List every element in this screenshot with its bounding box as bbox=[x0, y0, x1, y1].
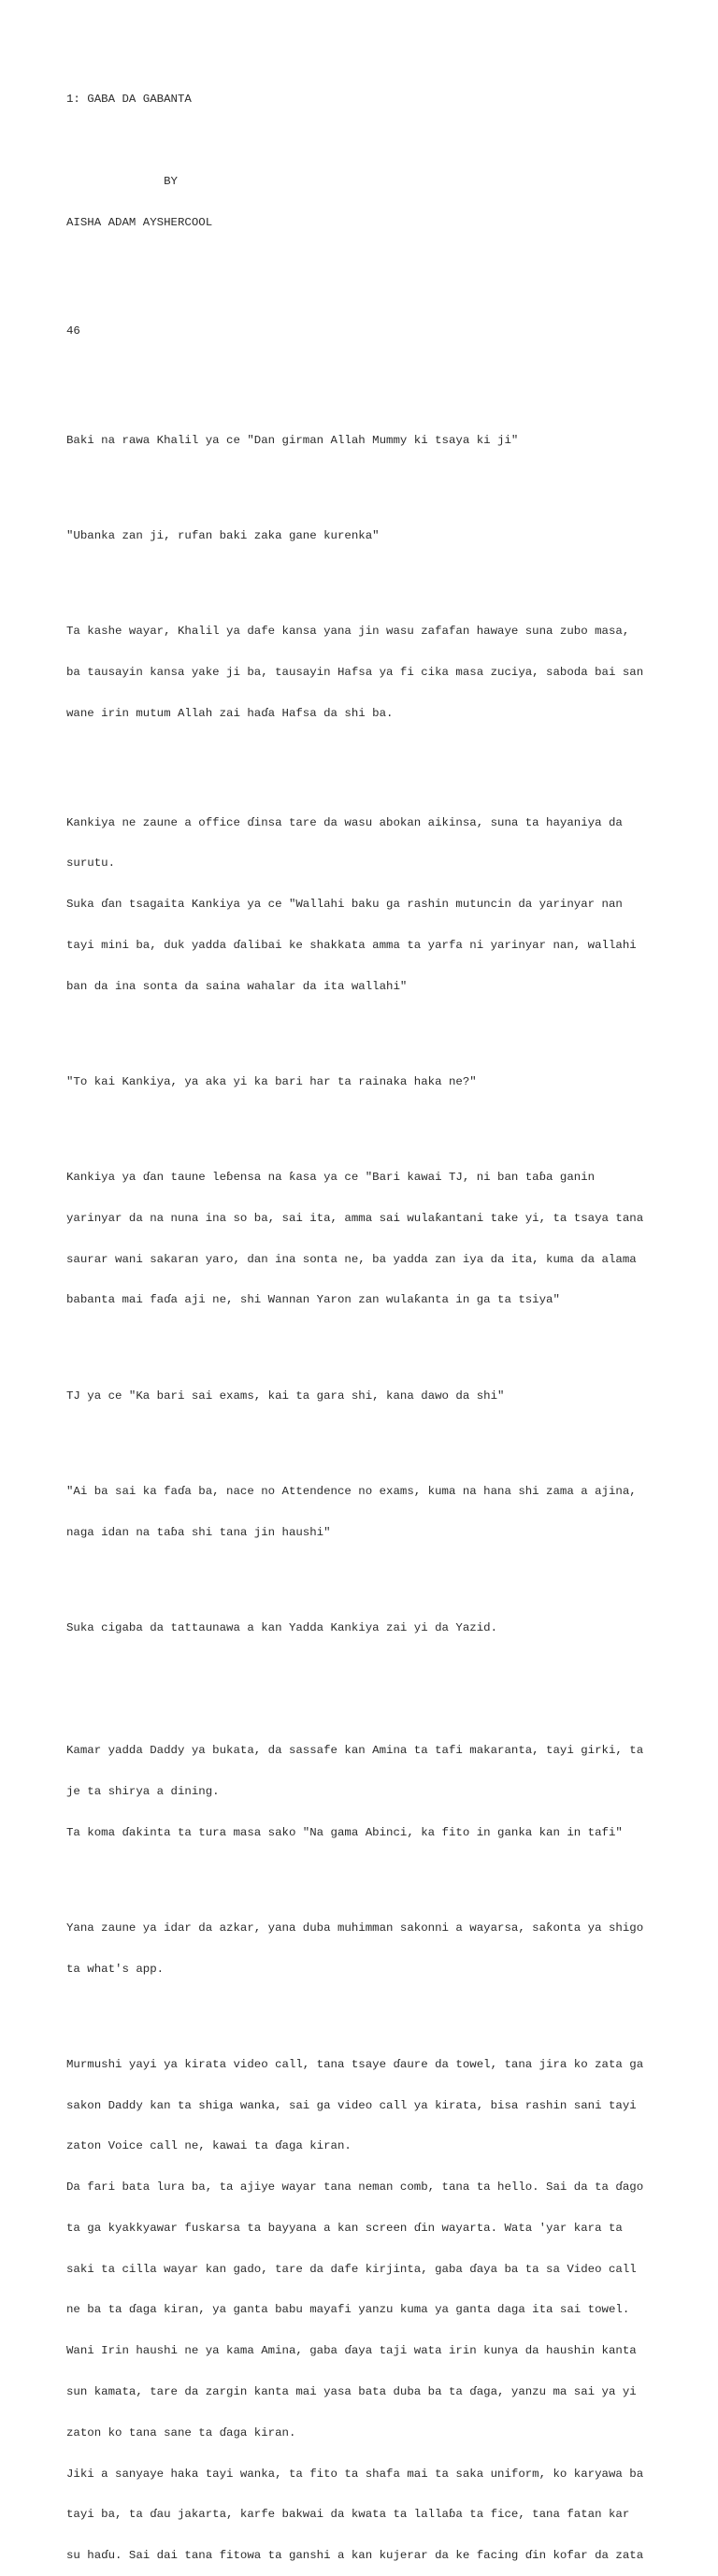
text-line: ne ba ta ɗaga kiran, ya ganta babu mayafi yanzu kuma ya ganta daga ita sai towel. bbox=[66, 2303, 630, 2317]
text-line: sakon Daddy kan ta shiga wanka, sai ga video call ya kirata, bisa rashin sani tayi bbox=[66, 2098, 637, 2112]
text-line: tayi mini ba, duk yadda ɗalibai ke shakkata amma ta yarfa ni yarinyar nan, wallahi bbox=[66, 939, 637, 953]
text-line: Murmushi yayi ya kirata video call, tana tsaye ɗaure da towel, tana jira ko zata ga bbox=[66, 2057, 644, 2071]
text-line: su haɗu. Sai dai tana fitowa ta ganshi a kan kujerar da ke facing ɗin kofar da zata bbox=[66, 2549, 644, 2563]
document-page bbox=[66, 65, 665, 2576]
text-line: zaton ko tana sane ta ɗaga kiran. bbox=[66, 2425, 296, 2439]
text-line: wane irin mutum Allah zai haɗa Hafsa da shi ba. bbox=[66, 706, 394, 720]
text-line: saurar wani sakaran yaro, dan ina sonta ne, ba yadda zan iya da ita, kuma da alama bbox=[66, 1252, 637, 1266]
blank-line bbox=[66, 1662, 665, 1703]
text-line: "Ai ba sai ka faɗa ba, nace no Attendence no exams, kuma na hana shi zama a ajina, bbox=[66, 1484, 637, 1498]
text-line: ta ga kyakkyawar fuskarsa ta bayyana a kan screen ɗin wayarta. Wata 'yar kara ta bbox=[66, 2221, 623, 2235]
text-line: yarinyar da na nuna ina so ba, sai ita, amma sai wulaƙantani take yi, ta tsaya tana bbox=[66, 1211, 644, 1225]
text-line: Yana zaune ya idar da azkar, yana duba muhimman sakonni a wayarsa, saƙonta ya shigo bbox=[66, 1921, 644, 1935]
text-line: "Ubanka zan ji, rufan baki zaka gane kurenka" bbox=[66, 529, 380, 543]
text-line: ba tausayin kansa yake ji ba, tausayin Hafsa ya fi cika masa zuciya, saboda bai san bbox=[66, 666, 644, 680]
text-line: ban da ina sonta da saina wahalar da ita wallahi" bbox=[66, 979, 408, 993]
chapter-number: 46 bbox=[66, 324, 80, 338]
text-line: saki ta cilla wayar kan gado, tare da dafe kirjinta, gaba ɗaya ba ta sa Video call bbox=[66, 2262, 637, 2276]
blank-line bbox=[66, 1334, 665, 1348]
text-line: tayi ba, ta ɗau jakarta, karfe bakwai da kwata ta lallaɓa ta fice, tana fatan kar bbox=[66, 2508, 630, 2522]
text-line: Ta koma ɗakinta ta tura masa sako "Na gama Abinci, ka fito in ganka kan in tafi" bbox=[66, 1825, 623, 1839]
blank-line bbox=[66, 475, 665, 489]
blank-line bbox=[66, 1866, 665, 1880]
text-line: babanta mai faɗa aji ne, shi Wannan Yaron zan wulaƙanta in ga ta tsiya" bbox=[66, 1293, 560, 1307]
blank-line bbox=[66, 748, 665, 775]
text-line: ta what's app. bbox=[66, 1962, 165, 1976]
text-line: Kankiya ya ɗan taune leɓensa na ƙasa ya ce "Bari kawai TJ, ni ban taɓa ganin bbox=[66, 1171, 596, 1185]
text-line: surutu. bbox=[66, 856, 116, 871]
byline-by: BY bbox=[66, 174, 178, 188]
blank-line bbox=[66, 1566, 665, 1580]
blank-line bbox=[66, 2003, 665, 2017]
text-line: Kamar yadda Daddy ya bukata, da sassafe kan Amina ta tafi makaranta, tayi girki, ta bbox=[66, 1744, 644, 1758]
text-line: Wani Irin haushi ne ya kama Amina, gaba ɗaya taji wata irin kunya da haushin kanta bbox=[66, 2344, 637, 2358]
text-line: je ta shirya a dining. bbox=[66, 1784, 220, 1798]
blank-line bbox=[66, 134, 665, 148]
text-line: Baki na rawa Khalil ya ce "Dan girman Allah Mummy ki tsaya ki ji" bbox=[66, 434, 519, 448]
text-line: Suka cigaba da tattaunawa a kan Yadda Kankiya zai yi da Yazid. bbox=[66, 1620, 498, 1634]
text-line: Jiki a sanyaye haka tayi wanka, ta fito ta shafa mai ta saka uniform, ko karyawa ba bbox=[66, 2467, 644, 2481]
blank-line bbox=[66, 1021, 665, 1035]
blank-line bbox=[66, 1116, 665, 1130]
author-name: AISHA ADAM AYSHERCOOL bbox=[66, 215, 213, 229]
document-title: 1: GABA DA GABANTA bbox=[66, 93, 192, 107]
blank-line bbox=[66, 1430, 665, 1444]
blank-line bbox=[66, 366, 665, 380]
text-line: sun kamata, tare da zargin kanta mai yasa bata duba ba ta ɗaga, yanzu ma sai ya yi bbox=[66, 2384, 637, 2398]
text-line: naga idan na taɓa shi tana jin haushi" bbox=[66, 1525, 331, 1539]
blank-line bbox=[66, 570, 665, 584]
text-line: Da fari bata lura ba, ta ajiye wayar tana neman comb, tana ta hello. Sai da ta ɗago bbox=[66, 2180, 644, 2195]
text-line: Ta kashe wayar, Khalil ya dafe kansa yana jin wasu zafafan hawaye suna zubo masa, bbox=[66, 625, 630, 639]
text-line: TJ ya ce "Ka bari sai exams, kai ta gara shi, kana dawo da shi" bbox=[66, 1389, 505, 1403]
text-line: "To kai Kankiya, ya aka yi ka bari har ta rainaka haka ne?" bbox=[66, 1074, 477, 1088]
blank-line bbox=[66, 256, 665, 297]
text-line: zaton Voice call ne, kawai ta ɗaga kiran. bbox=[66, 2139, 352, 2153]
text-line: Kankiya ne zaune a office ɗinsa tare da wasu abokan aikinsa, suna ta hayaniya da bbox=[66, 815, 623, 829]
text-line: Suka ɗan tsagaita Kankiya ya ce "Wallahi baku ga rashin mutuncin da yarinyar nan bbox=[66, 898, 623, 912]
